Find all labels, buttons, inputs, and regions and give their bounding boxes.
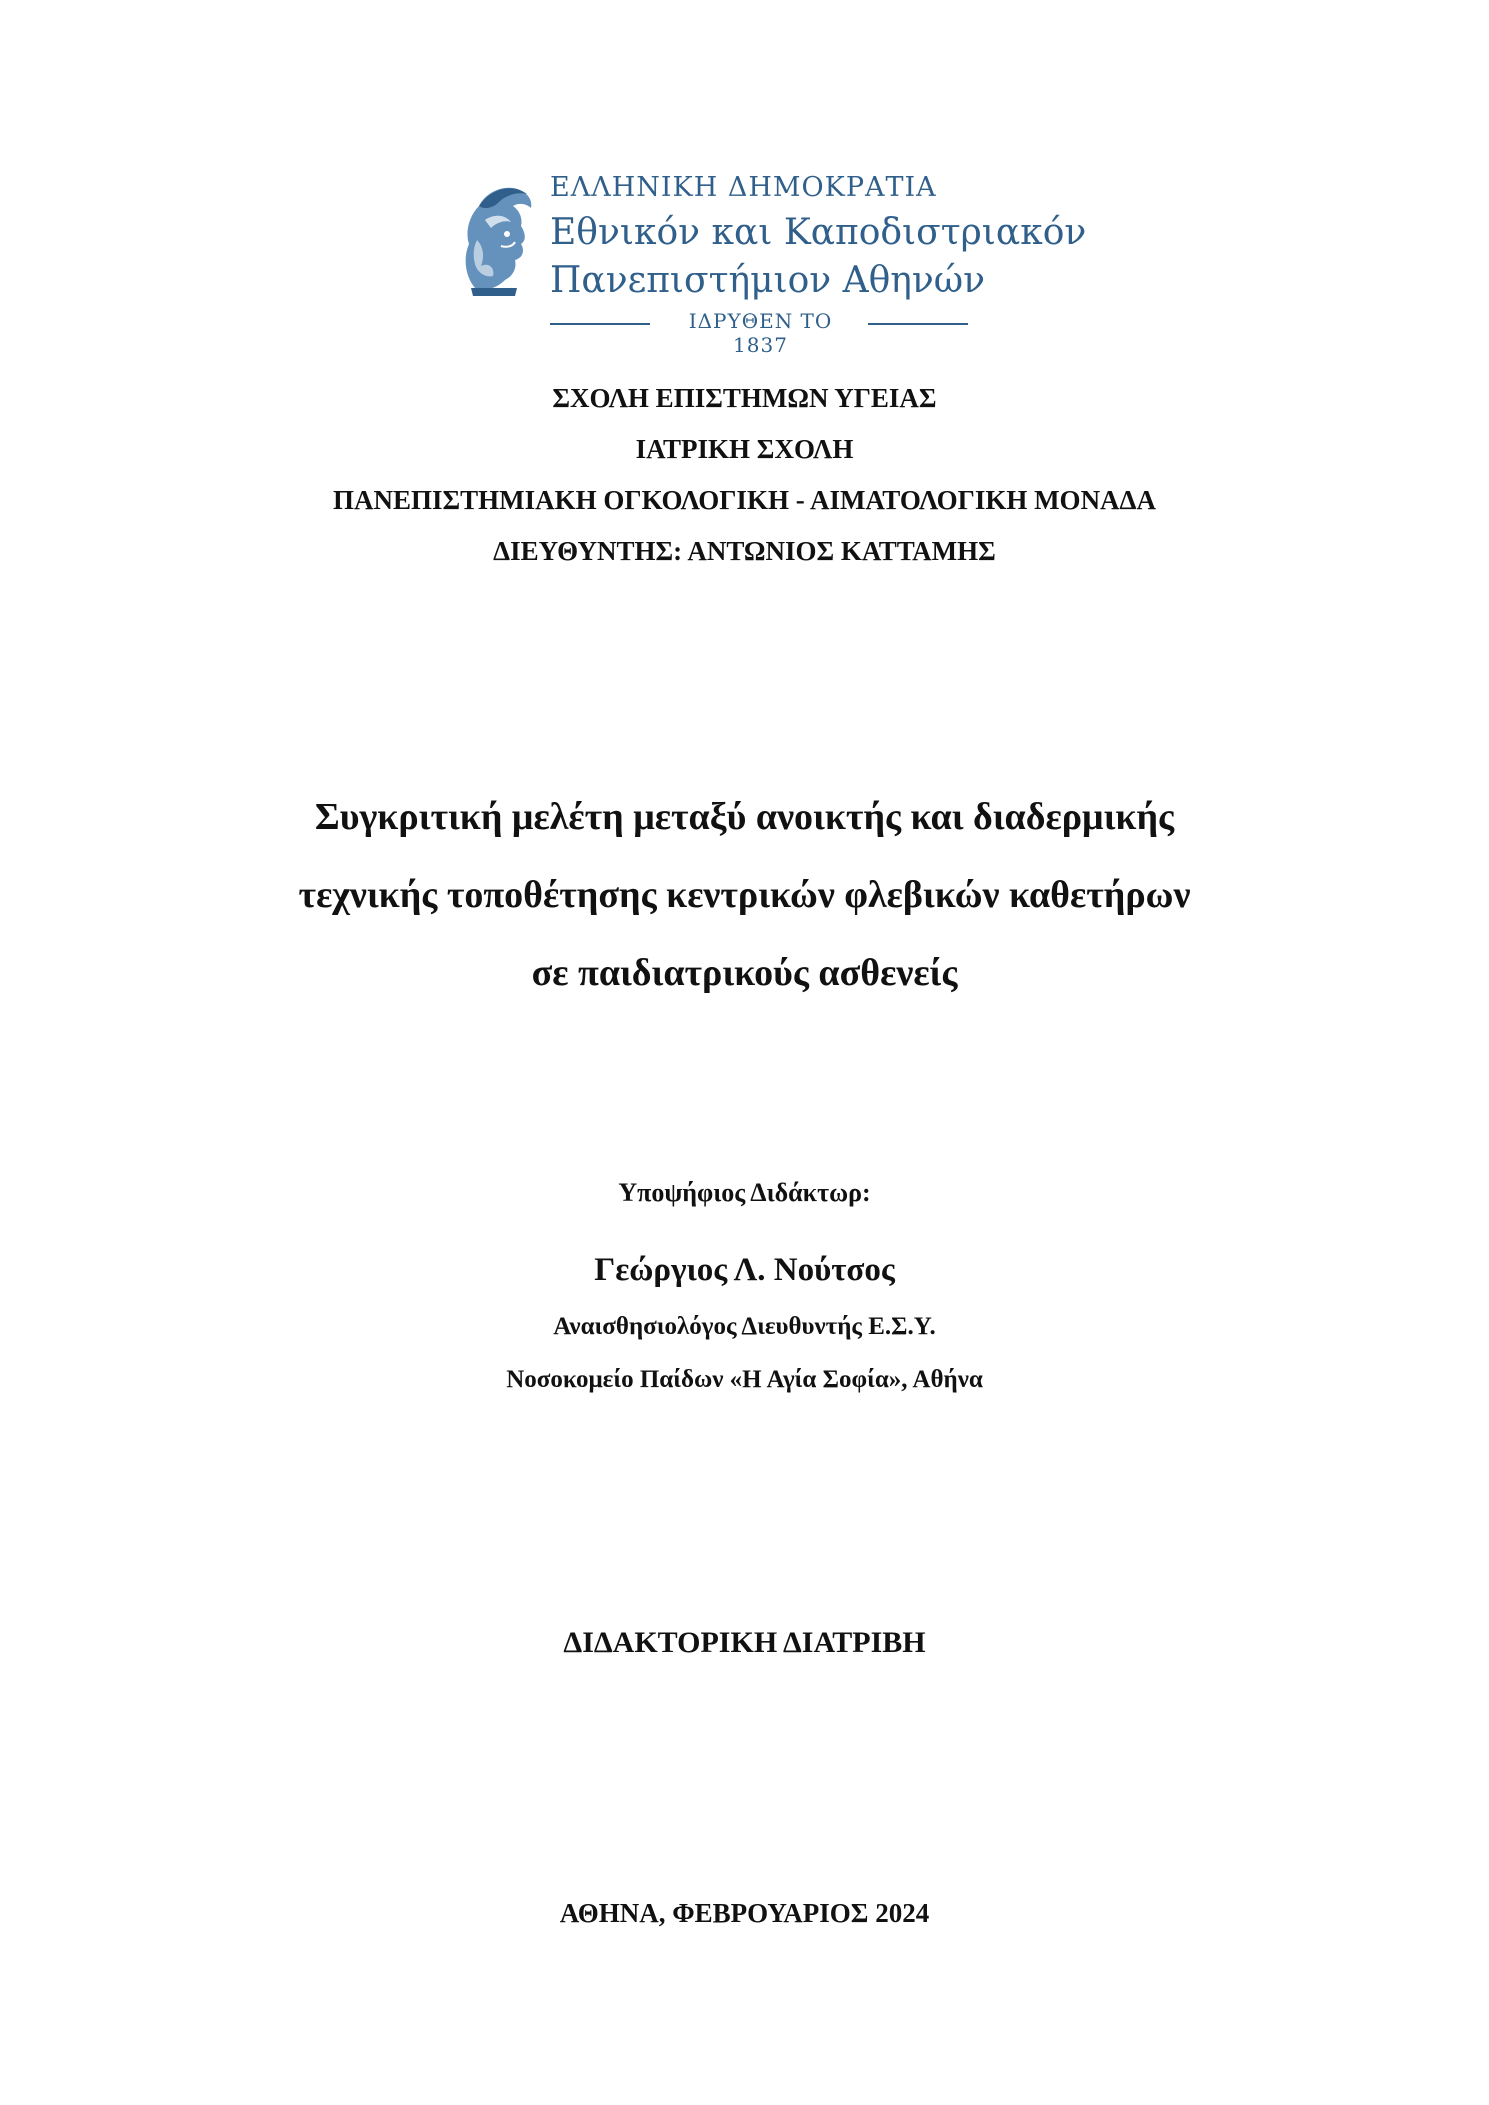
thesis-title-line3: σε παιδιατρικούς ασθενείς — [531, 952, 958, 994]
university-name-line1: Εθνικόν και Καποδιστριακόν — [550, 212, 1087, 253]
thesis-title-line2: τεχνικής τοποθέτησης κεντρικών φλεβικών καθετήρων — [298, 874, 1191, 916]
divider-left — [550, 323, 650, 325]
university-name-line2: Πανεπιστήμιον Αθηνών — [550, 260, 985, 301]
candidate-position: Αναισθησιολόγος Διευθυντής Ε.Σ.Υ. — [553, 1313, 936, 1340]
faculty-name: ΙΑΤΡΙΚΗ ΣΧΟΛΗ — [635, 434, 854, 464]
republic-label: ΕΛΛΗΝΙΚΗ ΔΗΜΟΚΡΑΤΙΑ — [550, 172, 937, 203]
document-type: ΔΙΔΑΚΤΟΡΙΚΗ ΔΙΑΤΡΙΒΗ — [563, 1626, 926, 1659]
thesis-title-line1: Συγκριτική μελέτη μεταξύ ανοικτής και διαδερμικής — [314, 796, 1175, 838]
divider-right — [868, 323, 968, 325]
unit-name: ΠΑΝΕΠΙΣΤΗΜΙΑΚΗ ΟΓΚΟΛΟΓΙΚΗ - ΑΙΜΑΤΟΛΟΓΙΚΗ ΜΟΝΑΔΑ — [333, 485, 1156, 515]
director-name: ΔΙΕΥΘΥΝΤΗΣ: ΑΝΤΩΝΙΟΣ ΚΑΤΤΑΜΗΣ — [493, 536, 996, 566]
university-logo — [455, 170, 1087, 357]
founded-label: ΙΔΡΥΘΕΝ ΤΟ 1837 — [688, 309, 833, 357]
athena-seal-icon — [455, 180, 537, 300]
candidate-hospital: Νοσοκομείο Παίδων «Η Αγία Σοφία», Αθήνα — [506, 1366, 983, 1393]
place-date: ΑΘΗΝΑ, ΦΕΒΡΟΥΑΡΙΟΣ 2024 — [559, 1898, 930, 1928]
school-name: ΣΧΟΛΗ ΕΠΙΣΤΗΜΩΝ ΥΓΕΙΑΣ — [552, 383, 937, 413]
candidate-label: Υποψήφιος Διδάκτωρ: — [618, 1178, 871, 1207]
founded-row — [550, 309, 970, 357]
candidate-name: Γεώργιος Λ. Νούτσος — [594, 1252, 895, 1288]
